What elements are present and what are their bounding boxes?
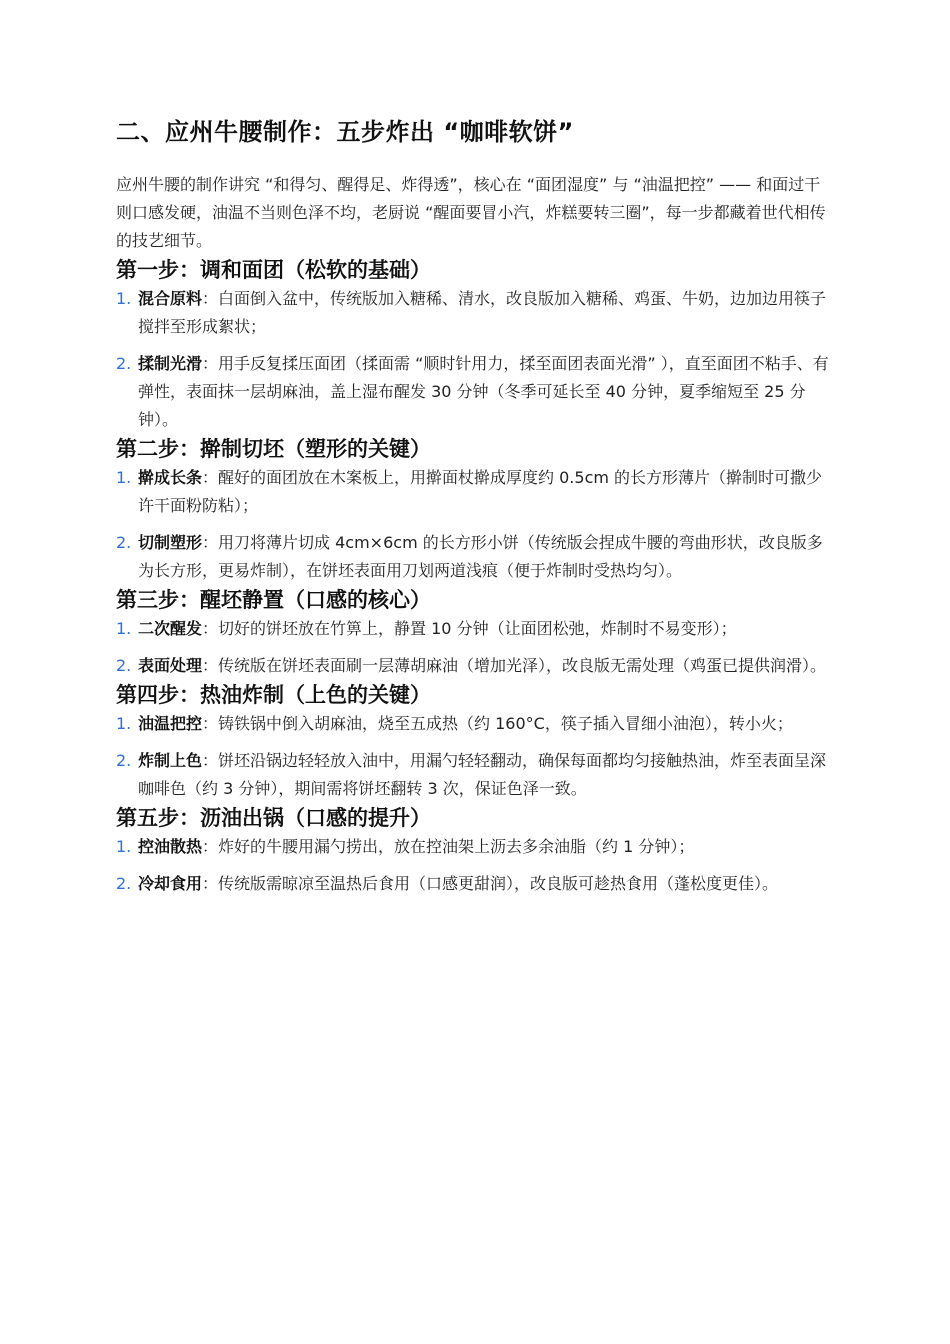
list-item — [116, 747, 836, 803]
step-list-2 — [116, 464, 836, 585]
list-item — [116, 285, 836, 341]
document-title: 二、应州牛腰制作：五步炸出 “咖啡软饼” — [116, 118, 574, 146]
item-term: 混合原料 — [138, 289, 203, 308]
item-text: 传统版在饼坯表面刷一层薄胡麻油（增加光泽），改良版无需处理（鸡蛋已提供润滑）。 — [218, 656, 827, 675]
item-separator: ： — [202, 751, 219, 770]
step-list-3 — [116, 615, 836, 680]
step-list-1 — [116, 285, 836, 434]
item-separator: ： — [202, 656, 219, 675]
list-number: 2. — [116, 656, 132, 675]
list-number: 1. — [116, 714, 132, 733]
step-section-2 — [116, 434, 836, 585]
step-title-4: 第四步：热油炸制（上色的关键） — [116, 683, 431, 707]
step-section-1 — [116, 255, 836, 434]
step-title-5: 第五步：沥油出锅（口感的提升） — [116, 806, 431, 830]
item-text: 用刀将薄片切成 4cm×6cm 的长方形小饼（传统版会捏成牛腰的弯曲形状，改良版多为长方形，更易炸制），在饼坯表面用刀划两道浅痕（便于炸制时受热均匀）。 — [138, 533, 823, 580]
list-item — [116, 652, 836, 680]
item-separator: ： — [202, 874, 219, 893]
list-number: 1. — [116, 837, 132, 856]
item-separator: ： — [202, 289, 219, 308]
intro-paragraph: 应州牛腰的制作讲究 “和得匀、醒得足、炸得透”，核心在 “面团湿度” 与 “油温把控” —— 和面过干则口感发硬，油温不当则色泽不均，老厨说 “醒面要冒小汽，炸糕要转三圈”，每一步都藏着世代相传的技艺细节。 — [116, 175, 826, 250]
step-list-4 — [116, 710, 836, 803]
item-term: 表面处理 — [138, 656, 203, 675]
item-text: 醒好的面团放在木案板上，用擀面杖擀成厚度约 0.5cm 的长方形薄片（擀制时可撒少许干面粉防粘）； — [138, 468, 823, 515]
list-item — [116, 710, 836, 738]
item-term: 油温把控 — [138, 714, 203, 733]
list-number: 2. — [116, 354, 132, 373]
list-item — [116, 833, 836, 861]
item-separator: ： — [202, 714, 219, 733]
item-separator: ： — [202, 354, 219, 373]
item-term: 揉制光滑 — [138, 354, 203, 373]
list-number: 1. — [116, 289, 132, 308]
item-term: 炸制上色 — [138, 751, 203, 770]
item-text: 用手反复揉压面团（揉面需 “顺时针用力，揉至面团表面光滑” ），直至面团不粘手、有弹性，表面抹一层胡麻油，盖上湿布醒发 30 分钟（冬季可延长至 40 分钟，夏季缩短至 25 分钟）。 — [138, 354, 829, 429]
step-title-3: 第三步：醒坯静置（口感的核心） — [116, 588, 431, 612]
item-text: 传统版需晾凉至温热后食用（口感更甜润），改良版可趁热食用（蓬松度更佳）。 — [218, 874, 779, 893]
item-term: 擀成长条 — [138, 468, 203, 487]
step-section-3 — [116, 585, 836, 680]
list-item — [116, 529, 836, 585]
item-text: 白面倒入盆中，传统版加入糖稀、清水，改良版加入糖稀、鸡蛋、牛奶，边加边用筷子搅拌至形成絮状； — [138, 289, 827, 336]
item-term: 二次醒发 — [138, 619, 203, 638]
item-separator: ： — [202, 468, 219, 487]
document-page — [116, 114, 836, 898]
item-separator: ： — [202, 619, 219, 638]
list-item — [116, 615, 836, 643]
list-number: 1. — [116, 468, 132, 487]
list-item — [116, 464, 836, 520]
step-section-4 — [116, 680, 836, 803]
step-title-2: 第二步：擀制切坯（塑形的关键） — [116, 437, 431, 461]
step-section-5 — [116, 803, 836, 898]
item-text: 炸好的牛腰用漏勺捞出，放在控油架上沥去多余油脂（约 1 分钟）； — [218, 837, 695, 856]
list-number: 2. — [116, 751, 132, 770]
list-item — [116, 870, 836, 898]
step-title-1: 第一步：调和面团（松软的基础） — [116, 258, 431, 282]
item-separator: ： — [202, 533, 219, 552]
item-term: 控油散热 — [138, 837, 203, 856]
list-number: 2. — [116, 874, 132, 893]
item-text: 切好的饼坯放在竹箅上，静置 10 分钟（让面团松弛，炸制时不易变形）； — [218, 619, 737, 638]
list-item — [116, 350, 836, 434]
item-separator: ： — [202, 837, 219, 856]
list-number: 2. — [116, 533, 132, 552]
step-list-5 — [116, 833, 836, 898]
item-text: 铸铁锅中倒入胡麻油，烧至五成热（约 160°C，筷子插入冒细小油泡），转小火； — [218, 714, 793, 733]
item-term: 冷却食用 — [138, 874, 203, 893]
item-text: 饼坯沿锅边轻轻放入油中，用漏勺轻轻翻动，确保每面都均匀接触热油，炸至表面呈深咖啡色（约 3 分钟），期间需将饼坯翻转 3 次，保证色泽一致。 — [138, 751, 827, 798]
item-term: 切制塑形 — [138, 533, 203, 552]
list-number: 1. — [116, 619, 132, 638]
